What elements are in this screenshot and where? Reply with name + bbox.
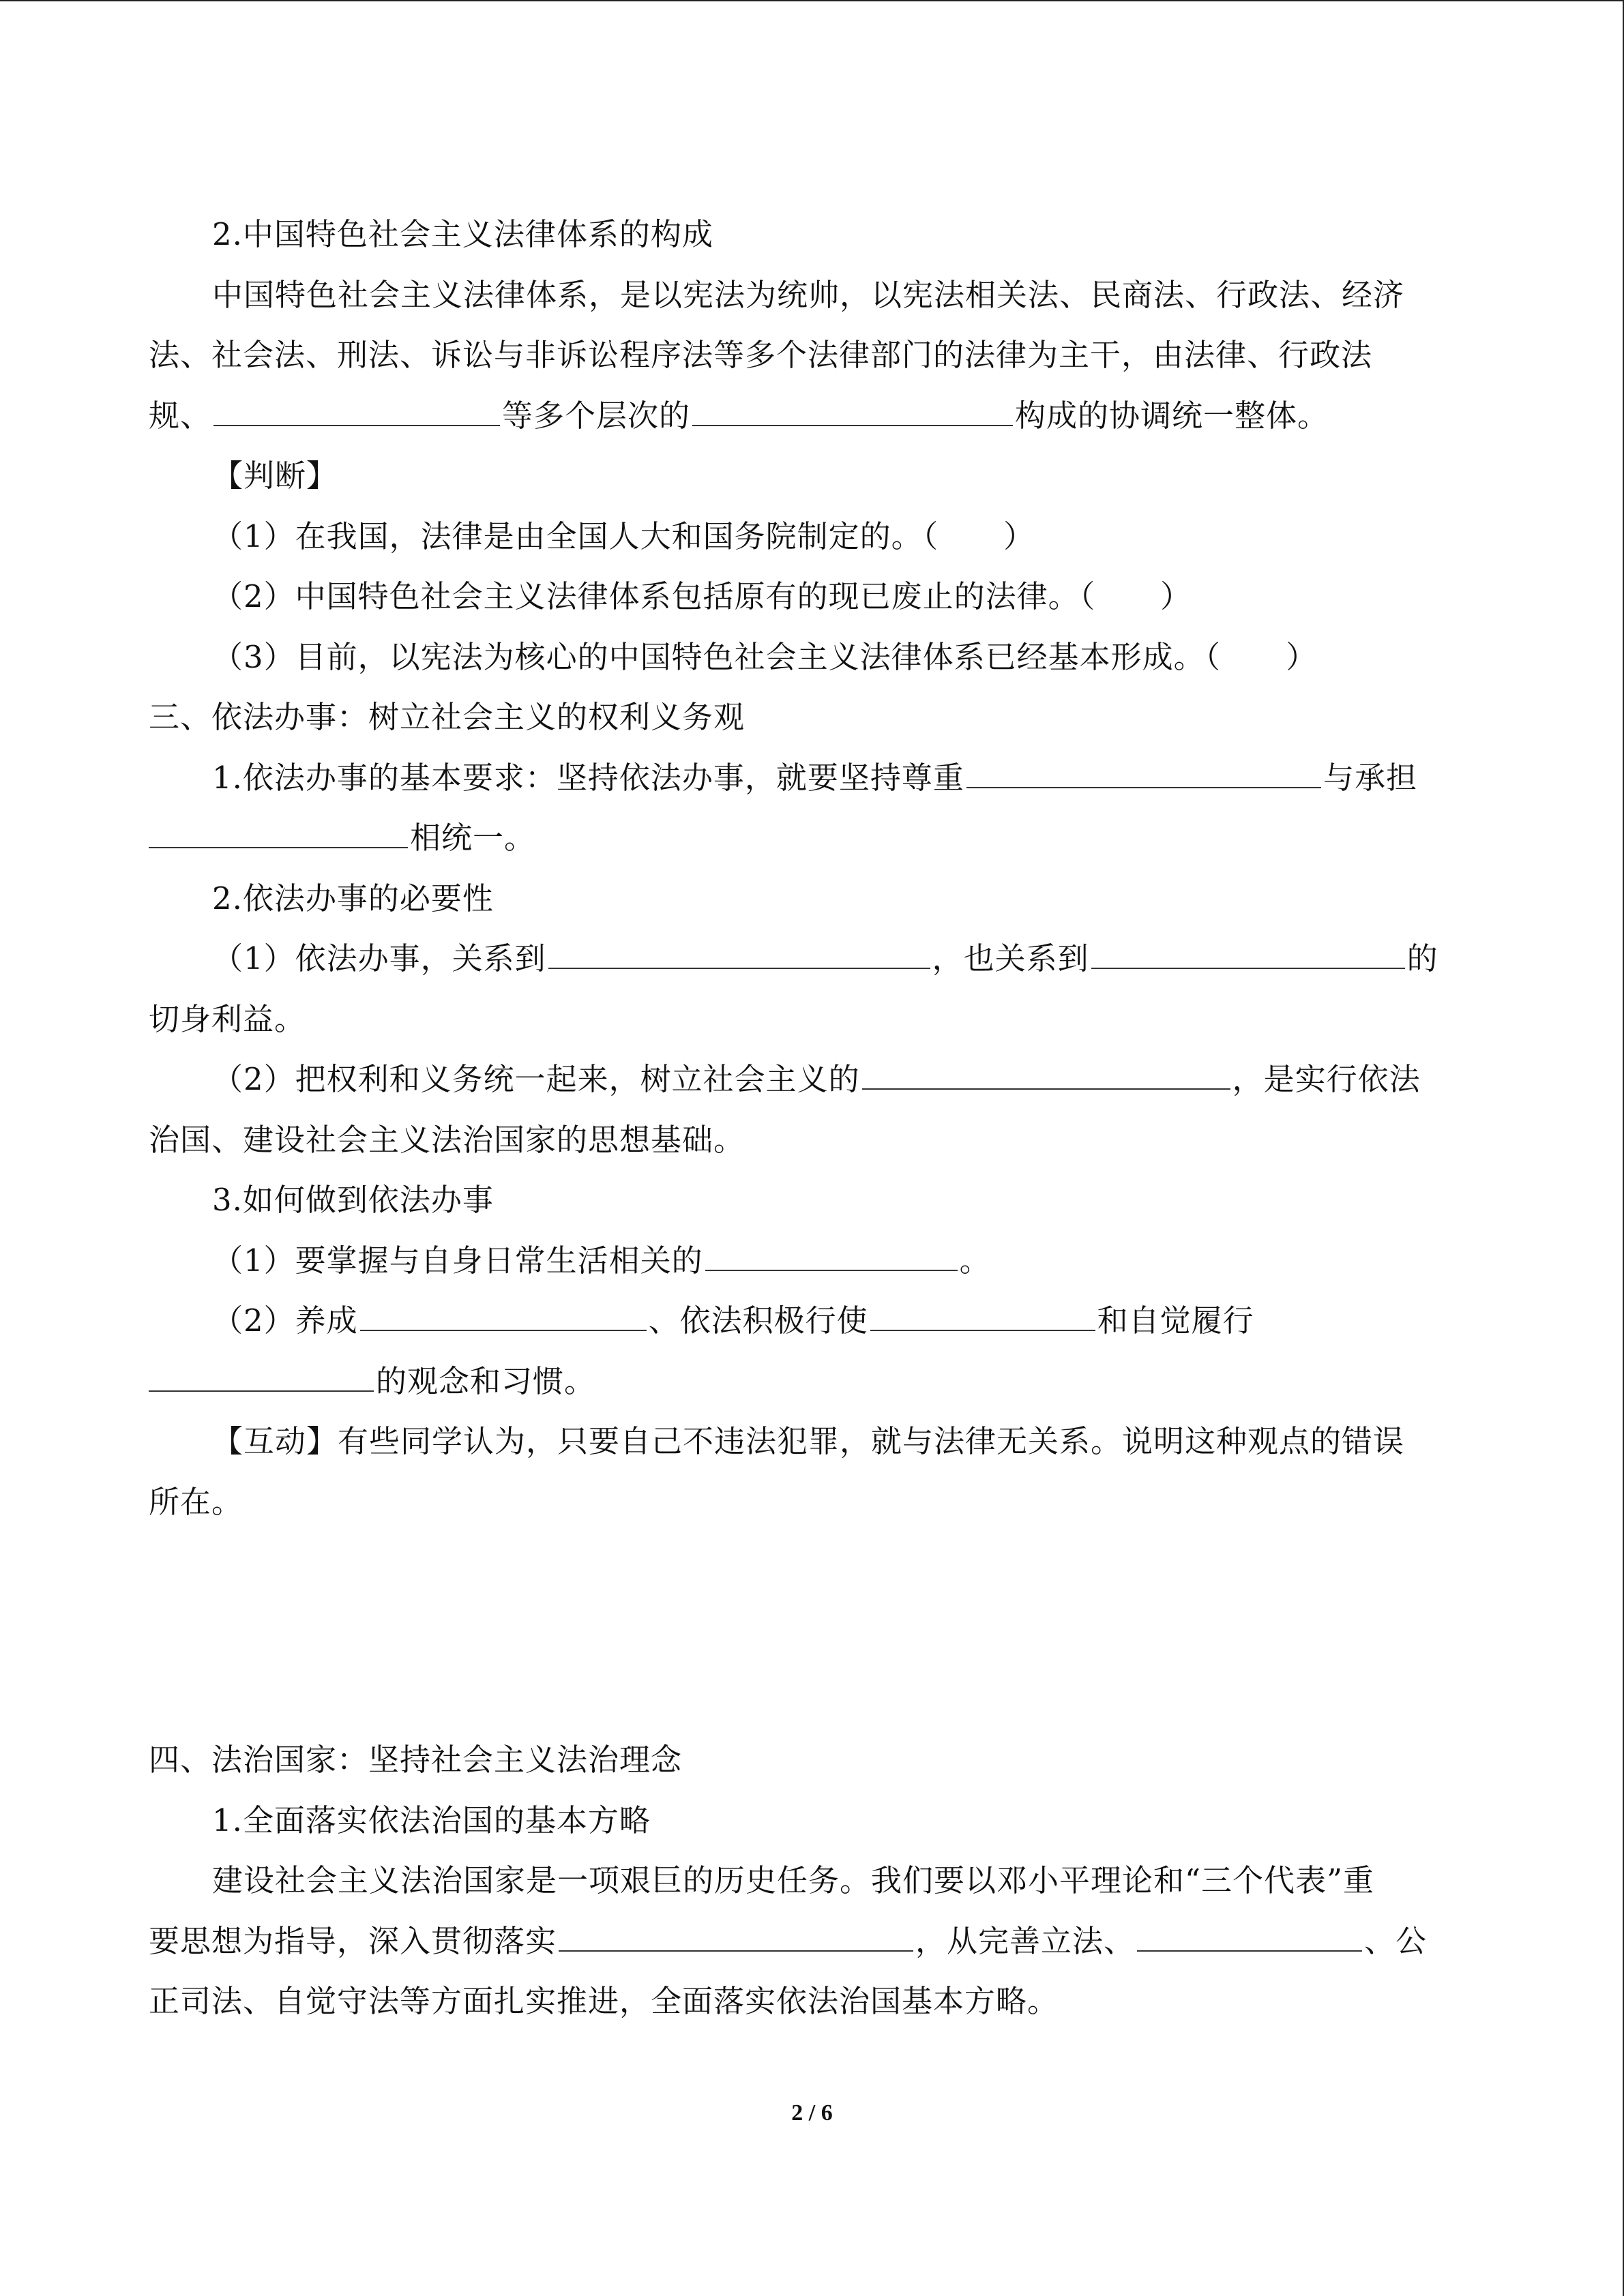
judge-question bbox=[149, 507, 1465, 567]
question-text: （3）目前，以宪法为核心的中国特色社会主义法律体系已经基本形成。（ bbox=[212, 638, 1222, 675]
text-segment: ，也关系到 bbox=[932, 940, 1089, 976]
worksheet-body bbox=[149, 205, 1465, 2032]
interaction-prompt: 【互动】有些同学认为，只要自己不违法犯罪，就与法律无关系。说明这种观点的错误 bbox=[212, 1423, 1405, 1459]
interaction-prompt: 所在。 bbox=[149, 1483, 243, 1520]
text-segment: 的 bbox=[1406, 940, 1438, 976]
sub-heading: 1.全面落实依法治国的基本方略 bbox=[212, 1802, 651, 1838]
paren-close: ） bbox=[1003, 518, 1035, 554]
paragraph-line: 中国特色社会主义法律体系，是以宪法为统帅，以宪法相关法、民商法、行政法、经济 bbox=[212, 276, 1405, 313]
paragraph-line bbox=[149, 386, 1465, 447]
question-text: （2）中国特色社会主义法律体系包括原有的现已废止的法律。（ bbox=[212, 578, 1096, 614]
fill-blank[interactable] bbox=[862, 1058, 1230, 1090]
sub-heading: 3.如何做到依法办事 bbox=[212, 1182, 494, 1218]
paragraph-line: 法、社会法、刑法、诉讼与非诉讼程序法等多个法律部门的法律为主干，由法律、行政法 bbox=[149, 337, 1373, 373]
page-number: 2 / 6 bbox=[791, 2100, 833, 2126]
fill-blank[interactable] bbox=[149, 1360, 374, 1392]
fill-blank[interactable] bbox=[360, 1299, 647, 1331]
text-segment: 、依法积极行使 bbox=[648, 1302, 868, 1339]
paragraph-line bbox=[149, 1911, 1465, 1972]
fill-blank[interactable] bbox=[692, 394, 1013, 426]
fill-blank[interactable] bbox=[1091, 937, 1405, 969]
text-segment: ，是实行依法 bbox=[1232, 1061, 1421, 1097]
section-title: 四、法治国家：坚持社会主义法治理念 bbox=[149, 1742, 683, 1778]
paragraph-line bbox=[149, 1352, 1465, 1412]
text-segment: 。 bbox=[959, 1242, 991, 1279]
text-segment: 规、 bbox=[149, 397, 212, 434]
paragraph-line bbox=[149, 1231, 1465, 1292]
paragraph-line bbox=[149, 1049, 1465, 1110]
paragraph-line: 正司法、自觉守法等方面扎实推进，全面落实依法治国基本方略。 bbox=[149, 1983, 1059, 2019]
text-segment: （2）把权利和义务统一起来，树立社会主义的 bbox=[212, 1061, 860, 1097]
question-text: （1）在我国，法律是由全国人大和国务院制定的。（ bbox=[212, 518, 939, 554]
text-segment: 与承担 bbox=[1323, 759, 1417, 796]
text-segment: 等多个层次的 bbox=[502, 397, 691, 434]
paren-close: ） bbox=[1286, 638, 1318, 675]
paragraph-line: 切身利益。 bbox=[149, 1000, 306, 1037]
text-segment: 构成的协调统一整体。 bbox=[1015, 397, 1329, 434]
text-segment: 要思想为指导，深入贯彻落实 bbox=[149, 1922, 557, 1959]
fill-blank[interactable] bbox=[213, 394, 500, 426]
text-segment: 和自觉履行 bbox=[1097, 1302, 1254, 1339]
section-title: 三、依法办事：树立社会主义的权利义务观 bbox=[149, 699, 745, 735]
paragraph-line: 建设社会主义法治国家是一项艰巨的历史任务。我们要以邓小平理论和“三个代表”重 bbox=[212, 1862, 1375, 1898]
sub-heading: 2.依法办事的必要性 bbox=[212, 880, 494, 916]
paragraph-line: 治国、建设社会主义法治国家的思想基础。 bbox=[149, 1121, 745, 1158]
paragraph-line bbox=[149, 929, 1465, 989]
paragraph-line bbox=[149, 808, 1465, 869]
paragraph-line bbox=[149, 1291, 1465, 1352]
paren-close: ） bbox=[1160, 578, 1192, 614]
answer-area[interactable] bbox=[149, 1532, 1465, 1730]
fill-blank[interactable] bbox=[1137, 1920, 1362, 1952]
text-segment: 、公 bbox=[1364, 1922, 1428, 1959]
judge-question bbox=[149, 627, 1465, 688]
judge-title: 【判断】 bbox=[212, 458, 338, 494]
text-segment: 1.依法办事的基本要求：坚持依法办事，就要坚持尊重 bbox=[212, 759, 964, 796]
text-segment: （1）依法办事，关系到 bbox=[212, 940, 546, 976]
text-segment: （2）养成 bbox=[212, 1302, 358, 1339]
fill-blank[interactable] bbox=[559, 1920, 913, 1952]
section-heading: 2.中国特色社会主义法律体系的构成 bbox=[212, 216, 713, 252]
text-segment: 的观念和习惯。 bbox=[376, 1362, 596, 1399]
fill-blank[interactable] bbox=[870, 1299, 1095, 1331]
text-segment: （1）要掌握与自身日常生活相关的 bbox=[212, 1242, 703, 1279]
text-segment: 相统一。 bbox=[410, 820, 536, 856]
judge-question bbox=[149, 567, 1465, 627]
fill-blank[interactable] bbox=[149, 816, 408, 848]
paragraph-line bbox=[149, 748, 1465, 809]
text-segment: ，从完善立法、 bbox=[915, 1922, 1136, 1959]
fill-blank[interactable] bbox=[548, 937, 930, 969]
fill-blank[interactable] bbox=[966, 756, 1321, 788]
fill-blank[interactable] bbox=[705, 1239, 958, 1271]
